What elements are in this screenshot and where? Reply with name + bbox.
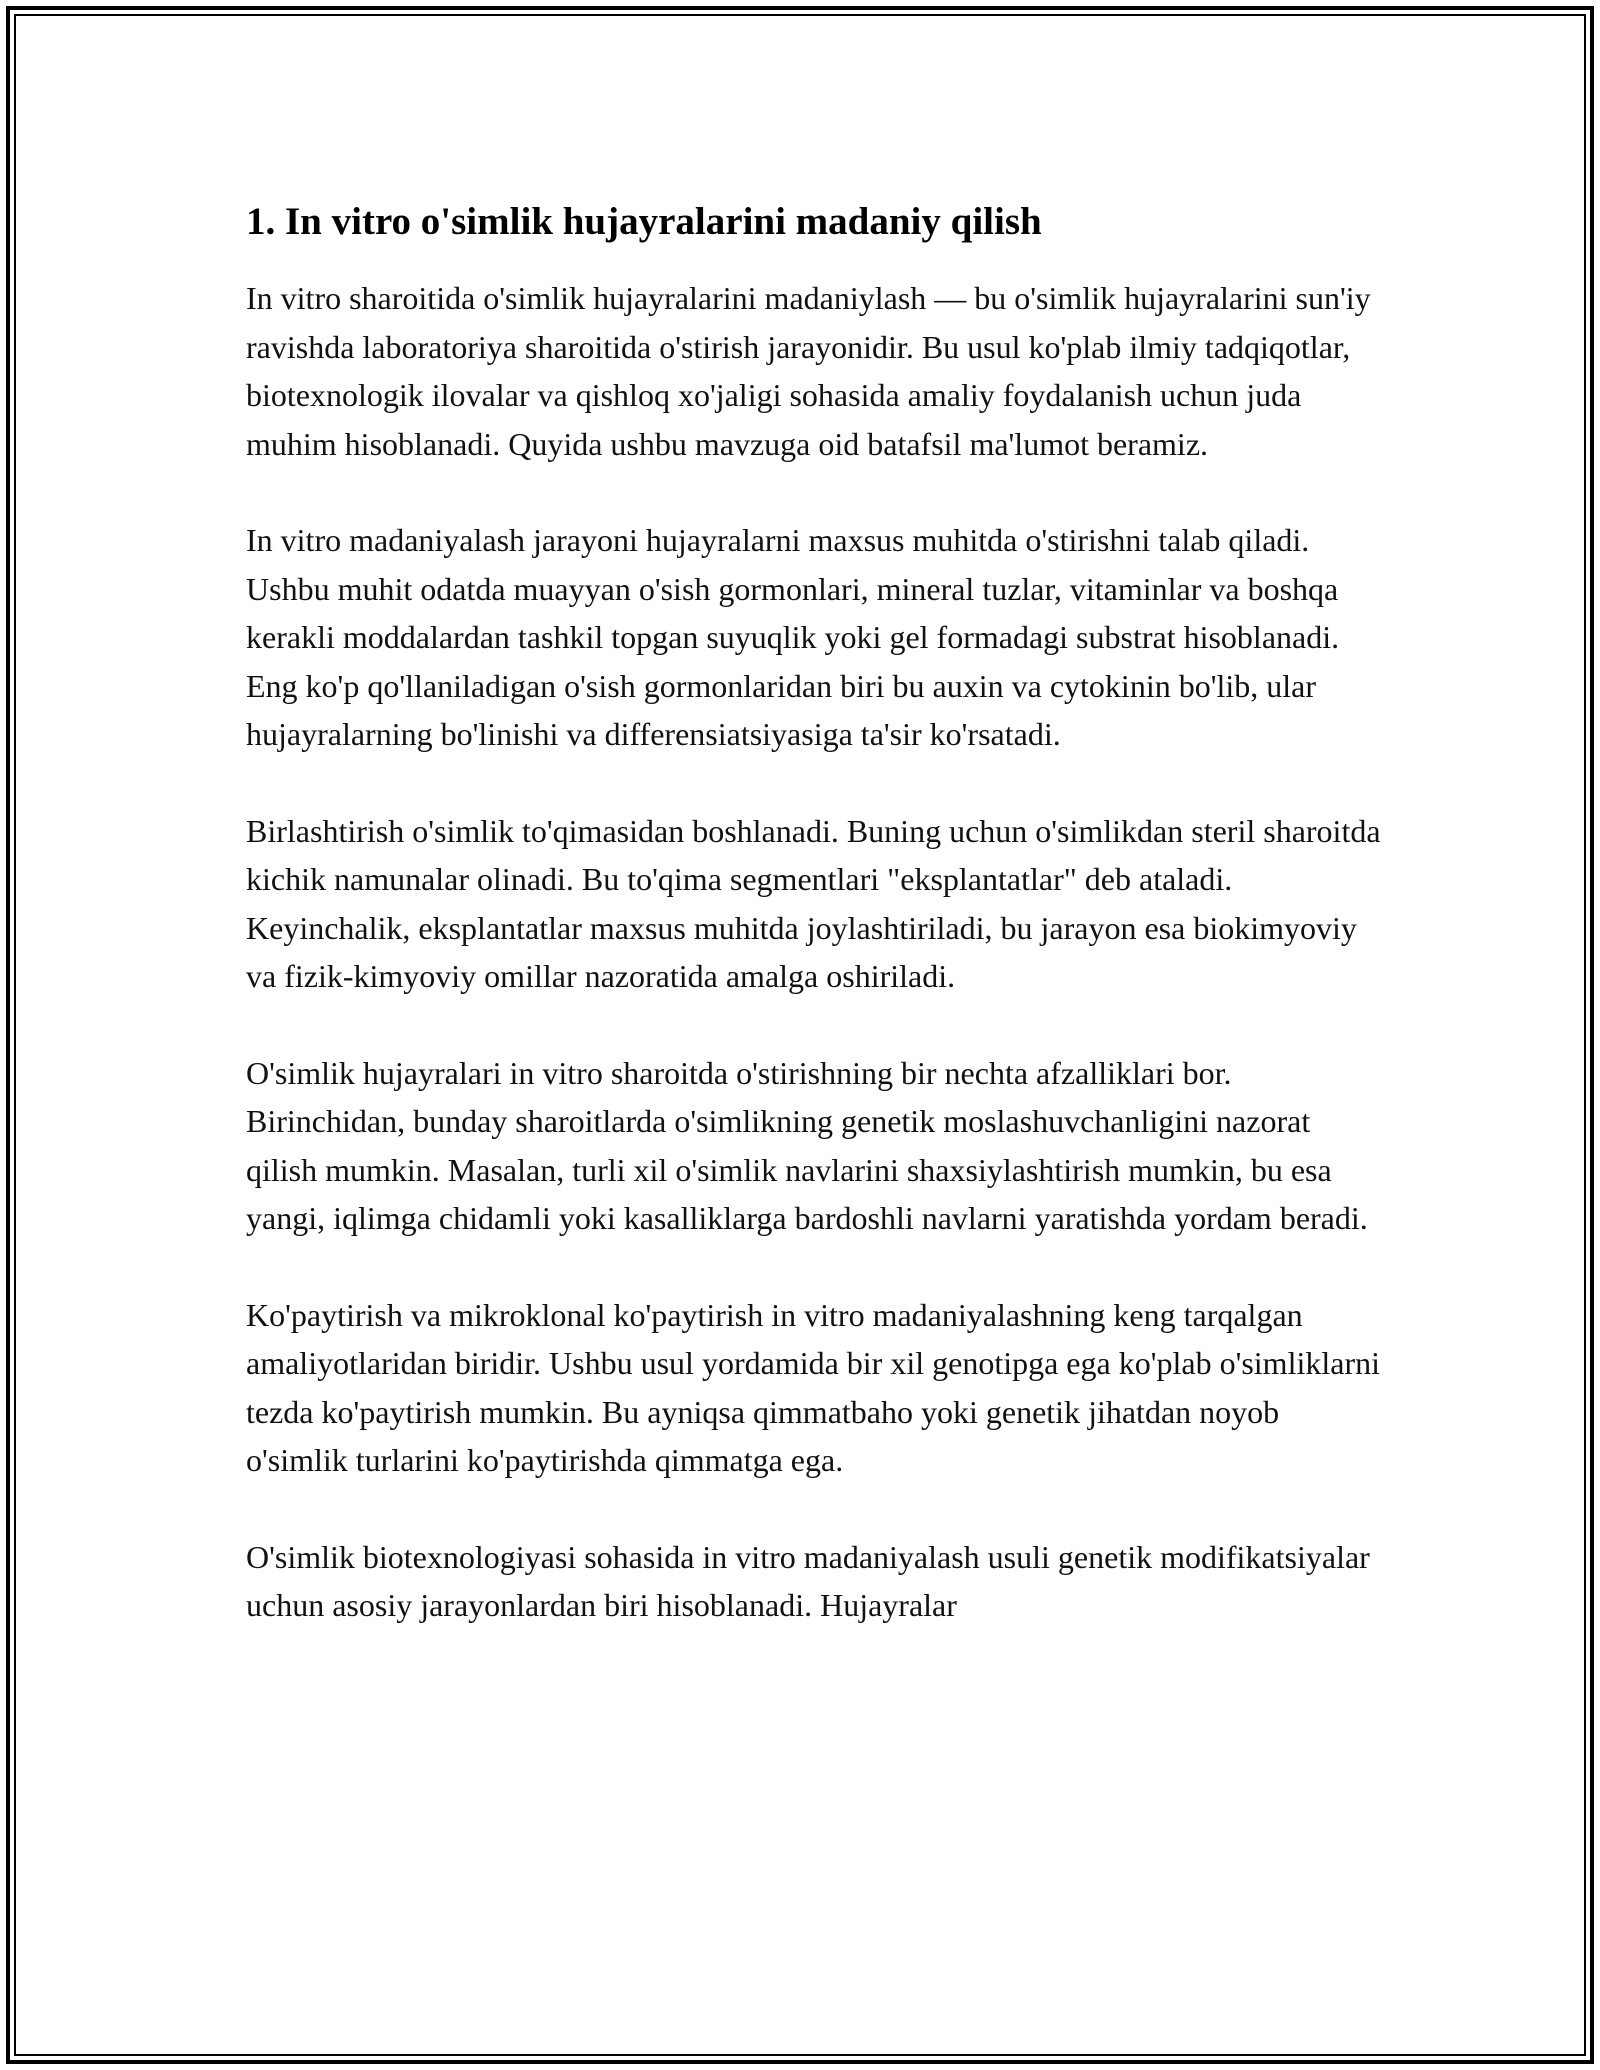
page-border xyxy=(6,6,1594,2064)
section-heading: 1. In vitro o'simlik hujayralarini madaniy qilish xyxy=(246,200,1042,243)
paragraph-growth-medium: In vitro madaniyalash jarayoni hujayralarni maxsus muhitda o'stirishni talab qiladi. Ushbu muhit odatda muayyan o'sish gormonlari, mineral tuzlar, vitaminlar va boshqa kerakli moddalardan tashkil topgan suyuqlik yoki gel formadagi substrat hisoblanadi. Eng ko'p qo'llaniladigan o'sish gormonlaridan biri bu auxin va cytokinin bo'lib, ular hujayralarning bo'linishi va differensiatsiyasiga ta'sir ko'rsatadi. xyxy=(246,522,1340,752)
paragraph-micropropagation: Ko'paytirish va mikroklonal ko'paytirish in vitro madaniyalashning keng tarqalgan amaliyotlaridan biridir. Ushbu usul yordamida bir xil genotipga ega ko'plab o'simliklarni tezda ko'paytirish mumkin. Bu ayniqsa qimmatbaho yoki genetik jihatdan noyob o'simlik turlarini ko'paytirishda qimmatga ega. xyxy=(246,1296,1380,1478)
paragraph-explants: Birlashtirish o'simlik to'qimasidan boshlanadi. Buning uchun o'simlikdan steril sharoitda kichik namunalar olinadi. Bu to'qima segmentlari "eksplantatlar" deb ataladi. Keyinchalik, eksplantatlar maxsus muhitda joylashtiriladi, bu jarayon esa biokimyoviy va fizik-kimyoviy omillar nazoratida amalga oshiriladi. xyxy=(246,812,1381,994)
document-body xyxy=(246,196,1386,1678)
paragraph-advantages: O'simlik hujayralari in vitro sharoitda o'stirishning bir nechta afzalliklari bor. Birinchidan, bunday sharoitlarda o'simlikning genetik moslashuvchanligini nazorat qilish mumkin. Masalan, turli xil o'simlik navlarini shaxsiylashtirish mumkin, bu esa yangi, iqlimga chidamli yoki kasalliklarga bardoshli navlarni yaratishda yordam beradi. xyxy=(246,1054,1368,1236)
paragraph-genetic-modification: O'simlik biotexnologiyasi sohasida in vitro madaniyalash usuli genetik modifikatsiyalar uchun asosiy jarayonlardan biri hisoblanadi. Hujayralar xyxy=(246,1538,1370,1623)
paragraph-intro: In vitro sharoitida o'simlik hujayralarini madaniylash — bu o'simlik hujayralarini sun'iy ravishda laboratoriya sharoitida o'stirish jarayonidir. Bu usul ko'plab ilmiy tadqiqotlar, biotexnologik ilovalar va qishloq xo'jaligi sohasida amaliy foydalanish uchun juda muhim hisoblanadi. Quyida ushbu mavzuga oid batafsil ma'lumot beramiz. xyxy=(246,280,1371,462)
